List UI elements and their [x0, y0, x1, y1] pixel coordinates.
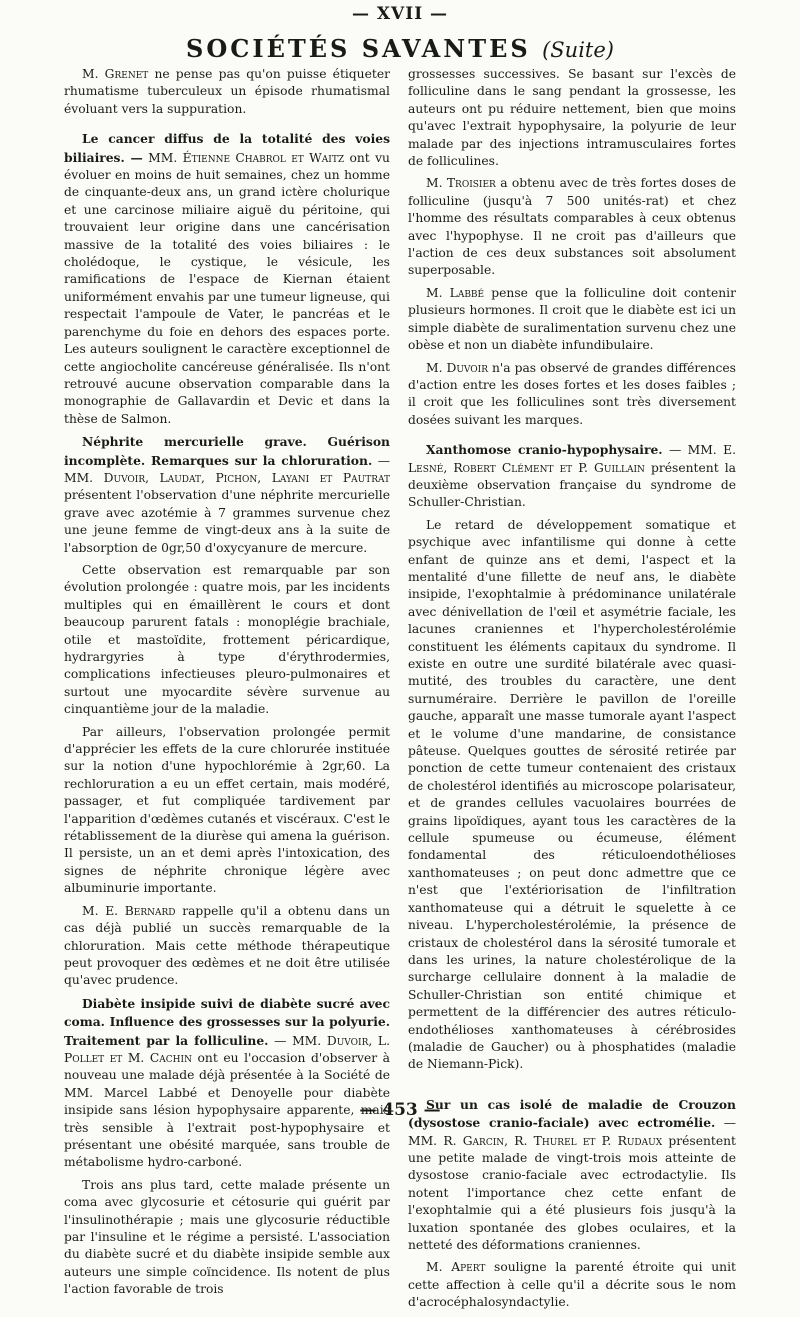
article-authors: R. Garcin, R. Thurel et P. Rudaux	[443, 1133, 663, 1148]
article-cancer-diffus: Le cancer diffus de la totalité des voies biliaires. — MM. Étienne Chabrol et Waitz ont vu évoluer en moins de huit semaines, chez un homme de cinquante-deux ans, un grand ictère cholurique et une carcinose miliaire aiguë du péritoine, qui trouvaient leur origine dans une cancérisation massive de la totalité des voies biliaires : le cholédoque, le cystique, le vésicule, les ramifications de l'espace de Kiernan étaient uniformément envahis par une tumeur ligneuse, qui respectait l'ampoule de Vater, le pancréas et le parenchyme du foie en dehors des espaces porte. Les auteurs soulignent le caractère exceptionnel de cette angiocholite cancéreuse généralisée. Ils n'ont retrouvé aucune observation comparable dans la monographie de Gallavardin et Devic et dans la thèse de Salmon.	[64, 131, 390, 426]
roman-page-number: — XVII —	[351, 4, 449, 24]
article-heading: Xanthomose cranio-hypophysaire.	[426, 442, 663, 458]
paragraph-grenet: M. Grenet ne pense pas qu'on puisse étiqueter rhumatisme tuberculeux un épisode rhumatismal évoluant vers la suppuration.	[64, 67, 390, 116]
paragraph-observation: Cette observation est remarquable par son évolution prolongée : quatre mois, par les incidents multiples qui en émaillèrent le cours et dont beaucoup parurent fatals : monoplégie brachiale, otile et mastoïdite, frottement péricardique, hydrargyries à type d'érythrodermies, complications infectieuses pleuro-pulmonaires et surtout une myocardite sévère survenue au cinquantième jour de la maladie.	[64, 562, 390, 717]
article-heading: Néphrite mercurielle grave. Guérison incomplète. Remarques sur la chloruration.	[64, 434, 390, 468]
article-nephrite: Néphrite mercurielle grave. Guérison incomplète. Remarques sur la chloruration. — MM. Duvoir, Laudat, Pichon, Layani et Pautrat présentent l'observation d'une néphrite mercurielle grave avec azotémie à 7 grammes survenue chez une jeune femme de vingt-deux ans à la suite de l'absorption de 0gr,50 d'oxycyanure de mercure.	[64, 434, 390, 555]
article-authors: E. Lesné, Robert Clément et P. Guillain	[408, 443, 736, 475]
paragraph-grossesses: grossesses successives. Se basant sur l'excès de folliculine dans le sang pendant la grossesse, les auteurs ont pu réduire nettement, bien que moins qu'avec l'extrait hypophysaire, la polyurie de leur malade par des injections intramusculaires fortes de folliculines.	[408, 67, 736, 169]
right-column	[408, 66, 736, 1317]
paragraph-ailleurs: Par ailleurs, l'observation prolongée permit d'apprécier les effets de la cure chlorurée instituée sur la notion d'une hypochlorémie à 2gr,60. La rechloruration a eu un effet certain, mais modéré, passager, et fut compliquée tardivement par l'apparition d'œdèmes cutanés et viscéraux. C'est le rétablissement de la diurèse qui amena la guérison. Il persiste, un an et demi après l'intoxication, des signes de néphrite chronique légère avec albuminurie importante.	[64, 724, 390, 896]
article-crouzon: Sur un cas isolé de maladie de Crouzon (dysostose cranio-faciale) avec ectromélie. — MM. R. Garcin, R. Thurel et P. Rudaux présentent une petite malade de vingt-trois mois atteinte de dysostose cranio-faciale avec ectrodactylie. Ils notent l'importance chez cette enfant de l'exophtalmie qui a été plusieurs fois jusqu'à la luxation spontanée des globes oculaires, et la netteté des déformations craniennes.	[408, 1096, 736, 1252]
article-xanthomose: Xanthomose cranio-hypophysaire. — MM. E. Lesné, Robert Clément et P. Guillain présentent la deuxième observation française du syndrome de Schuller-Christian.	[408, 442, 736, 510]
section-title-suite: (Suite)	[542, 38, 614, 62]
paragraph-retard: Le retard de développement somatique et psychique avec infantilisme qui donne à cette enfant de quinze ans et demi, l'aspect et la mentalité d'une fillette de neuf ans, le diabète insipide, l'exophtalmie à prédominance unilatérale avec dénivellation de l'œil et asymétrie faciale, les lacunes craniennes et l'hypercholestérolémie constituent les éléments capitaux du syndrome. Il existe en outre une surdité bilatérale avec quasi-mutité, des troubles du caractère, une dent surnuméraire. Derrière le pavillon de l'oreille gauche, apparaît une masse tumorale ayant l'aspect et le volume d'une mandarine, de consistance pâteuse. Quelques gouttes de sérosité retirée par ponction de cette tumeur contenaient des cristaux de cholestérol identifiés au microscope polarisateur, et de grandes cellules vacuolaires bourrées de grains lipoïdiques, ayant tous les caractères de la cellule spumeuse ou écumeuse, élément fondamental des réticuloendothélioses xanthomateuses ; on peut donc admettre que ce n'est que l'extériorisation de l'infiltration xanthomateuse qui a détruit le squelette à ce niveau. L'hypercholestérolémie, la présence de cristaux de cholestérol dans la sérosité tumorale et dans les urines, la nature cholestérolique de la surcharge cellulaire donnent à la maladie de Schuller-Christian son entité chimique et permettent de la différencier des autres réticulo-endothélioses xanthomateuses à cérébrosides (maladie de Gaucher) ou à phosphatides (maladie de Niemann-Pick).	[408, 517, 736, 1072]
paragraph-apert: M. Apert souligne la parenté étroite qui unit cette affection à celle qu'il a décrite sous le nom d'acrocéphalosyndactylie.	[408, 1260, 736, 1310]
author-name: Labbé	[449, 285, 485, 300]
author-name: Duvoir	[446, 360, 488, 375]
author-name: Apert	[451, 1260, 486, 1275]
article-authors: Duvoir, Laudat, Pichon, Layani et Pautrat	[103, 470, 390, 485]
article-authors: Duvoir, L. Pollet et M. Cachin	[64, 1033, 391, 1065]
article-heading: Diabète insipide suivi de diabète sucré avec coma. Influence des grossesses sur la polyurie. Traitement par la folliculine.	[64, 995, 390, 1048]
article-heading: Sur un cas isolé de maladie de Crouzon (dysostose cranio-faciale) avec ectromélie.	[408, 1096, 736, 1131]
author-name: Troisier	[446, 176, 496, 191]
paragraph-troisier: M. Troisier a obtenu avec de très fortes doses de folliculine (jusqu'à 7 500 unités-rat) et chez l'homme des résultats comparables à ceux obtenus avec l'hypophyse. Il ne croit pas d'ailleurs que l'action de ces deux substances soit absolument superposable.	[408, 176, 736, 278]
article-heading: Le cancer diffus de la totalité des voies biliaires. —	[64, 131, 390, 165]
paragraph-labbe: M. Labbé pense que la folliculine doit contenir plusieurs hormones. Il croit que le diabète est ici un simple diabète de suralimentation survenu chez une obèse et non un diabète infundibulaire.	[408, 285, 736, 353]
author-name: E. Bernard	[105, 903, 176, 918]
author-name: Grenet	[104, 67, 149, 81]
page-number: — 453 —	[359, 1100, 441, 1120]
section-title-text: SOCIÉTÉS SAVANTES	[186, 34, 531, 63]
paragraph-bernard: M. E. Bernard rappelle qu'il a obtenu dans un cas déjà publié un succès remarquable de la chloruration. Mais cette méthode thérapeutique peut provoquer des œdèmes et ne doit être utilisée qu'avec prudence.	[64, 903, 390, 988]
article-authors: Étienne Chabrol et Waitz	[182, 150, 345, 165]
section-title	[0, 34, 800, 63]
paragraph-duvoir: M. Duvoir n'a pas observé de grandes différences d'action entre les doses fortes et les doses faibles ; il croit que les folliculines sont très diversement dosées suivant les marques.	[408, 360, 736, 427]
article-diabete-insipide: Diabète insipide suivi de diabète sucré avec coma. Influence des grossesses sur la polyurie. Traitement par la folliculine. — MM. Duvoir, L. Pollet et M. Cachin ont eu l'occasion d'observer à nouveau une malade déjà présentée à la Société de MM. Marcel Labbé et Denoyelle pour diabète insipide sans lésion hypophysaire apparente, mais très sensible à l'extrait post-hypophysaire et présentant une obésité marquée, sans trouble de métabolisme hydro-carboné.	[64, 995, 391, 1170]
paragraph-trois-ans: Trois ans plus tard, cette malade présente un coma avec glycosurie et cétosurie qui guérit par l'insulinothérapie ; mais une glycosurie réductible par l'insuline et le régime a persisté. L'association du diabète sucré et du diabète insipide semble aux auteurs une simple coïncidence. Ils notent de plus l'action favorable de trois	[64, 1177, 390, 1297]
